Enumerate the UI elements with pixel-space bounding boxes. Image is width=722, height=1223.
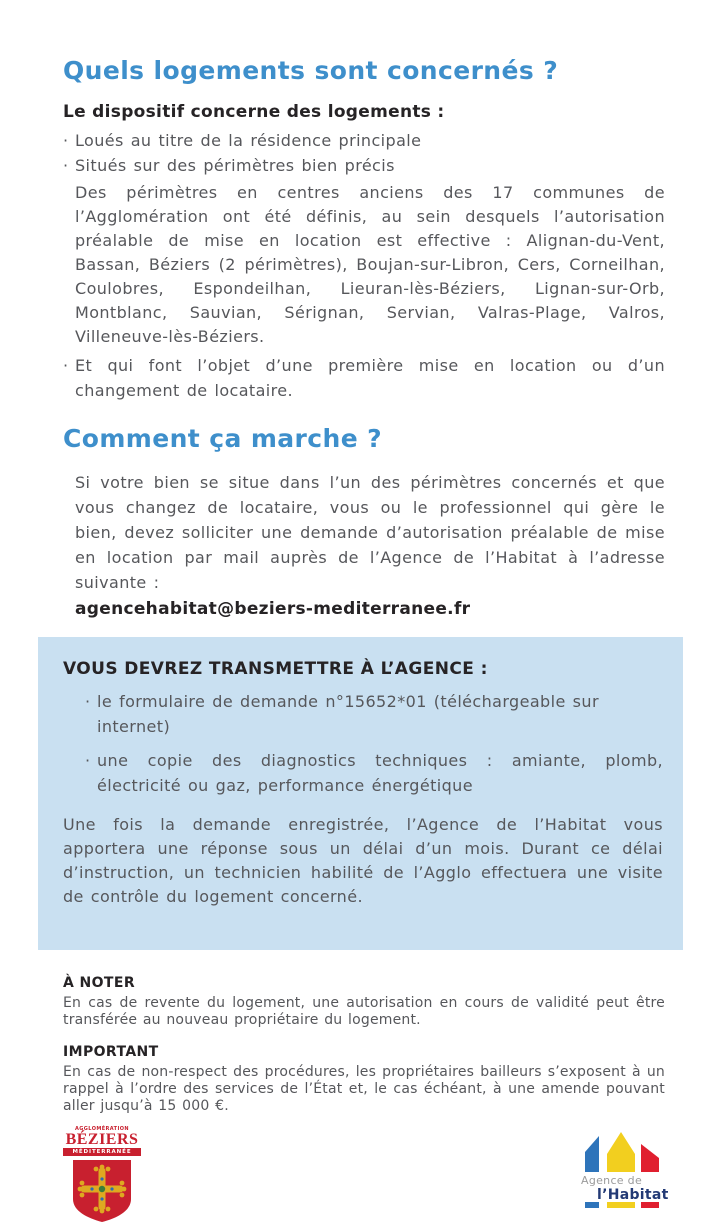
- bullet-formulaire: [85, 689, 663, 739]
- agency-email: agencehabitat@beziers-mediterranee.fr: [75, 599, 471, 619]
- bullet-dot: ·: [63, 156, 69, 175]
- agence-habitat-logo: [581, 1126, 669, 1216]
- bullet-residence: [63, 128, 665, 153]
- bullet-diagnostics-text: une copie des diagnostics techniques : amiante, plomb, électricité ou gaz, performance énergétique: [97, 751, 663, 795]
- bullet-diagnostics: [85, 748, 663, 798]
- important-title: IMPORTANT: [63, 1044, 159, 1060]
- bullet-residence-text: Loués au titre de la résidence principale: [75, 131, 422, 150]
- agence-logo-line2: l’Habitat: [597, 1187, 669, 1203]
- section-title-marche: Comment ça marche ?: [63, 424, 383, 453]
- bullet-dot: ·: [85, 692, 91, 711]
- bullet-dot: ·: [63, 131, 69, 150]
- a-noter-title: À NOTER: [63, 975, 136, 991]
- section-title-logements: Quels logements sont concernés ?: [63, 56, 559, 85]
- delai-paragraph: Une fois la demande enregistrée, l’Agence de l’Habitat vous apportera une réponse sous un délai d’un mois. Durant ce délai d’instruction, un technicien habilité de l’Agglo effectuera une visite de contrôle du logement concerné.: [63, 815, 663, 906]
- bullet-dot: ·: [63, 356, 69, 375]
- footer-logos: [63, 1126, 669, 1223]
- info-box-title: VOUS DEVREZ TRANSMETTRE À L’AGENCE :: [63, 659, 488, 679]
- beziers-logo-banner: MÉDITERRANÉE: [63, 1148, 141, 1156]
- bullet-premiere-location-text: Et qui font l’objet d’une première mise en location ou d’un changement de locataire.: [75, 356, 665, 400]
- bullet-dot: ·: [85, 751, 91, 770]
- marche-paragraph: Si votre bien se situe dans l’un des périmètres concernés et que vous changez de locataire, vous ou le professionnel qui gère le bien, devez solliciter une demande d’autorisation préalable de mise en location par mail auprès de l’Agence de l’Habitat à l’adresse suivante :: [75, 473, 665, 592]
- communes-paragraph: Des périmètres en centres anciens des 17 communes de l’Agglomération ont été définis, au sein desquels l’autorisation préalable de mise en location est effective : Alignan-du-Vent, Bassan, Béziers (2 périmètres), Boujan-sur-Libron, Cers, Corneilhan, Coulobres, Espondeilhan, Lieuran-lès-Béziers, Lignan-sur-Orb, Montblanc, Sauvian, Sérignan, Servian, Valras-Plage, Valros, Villeneuve-lès-Béziers.: [75, 183, 665, 346]
- a-noter-block: [63, 975, 665, 1029]
- bullet-formulaire-text: le formulaire de demande n°15652*01 (téléchargeable sur internet): [97, 692, 599, 736]
- important-block: [63, 1044, 665, 1115]
- bullet-premiere-location: [63, 353, 665, 403]
- a-noter-text: En cas de revente du logement, une autorisation en cours de validité peut être transférée au nouveau propriétaire du logement.: [63, 995, 665, 1028]
- notes-section: [63, 975, 665, 1115]
- transmit-info-box: [38, 637, 683, 950]
- beziers-logo-name: BÉZIERS: [65, 1131, 139, 1148]
- bullet-perimetres: [63, 153, 665, 178]
- beziers-mediterranee-logo: [63, 1126, 141, 1223]
- important-text: En cas de non-respect des procédures, les propriétaires bailleurs s’exposent à un rappel à l’ordre des services de l’État et, le cas échéant, à une amende pouvant aller jusqu’à 15 000 €.: [63, 1064, 665, 1114]
- beziers-logo-agglomeration-label: AGGLOMÉRATION: [75, 1126, 129, 1132]
- beziers-shield-icon: [71, 1159, 133, 1223]
- agence-logo-line1: Agence de: [581, 1174, 643, 1187]
- bullet-perimetres-text: Situés sur des périmètres bien précis: [75, 156, 395, 175]
- intro-line: Le dispositif concerne des logements :: [63, 102, 445, 122]
